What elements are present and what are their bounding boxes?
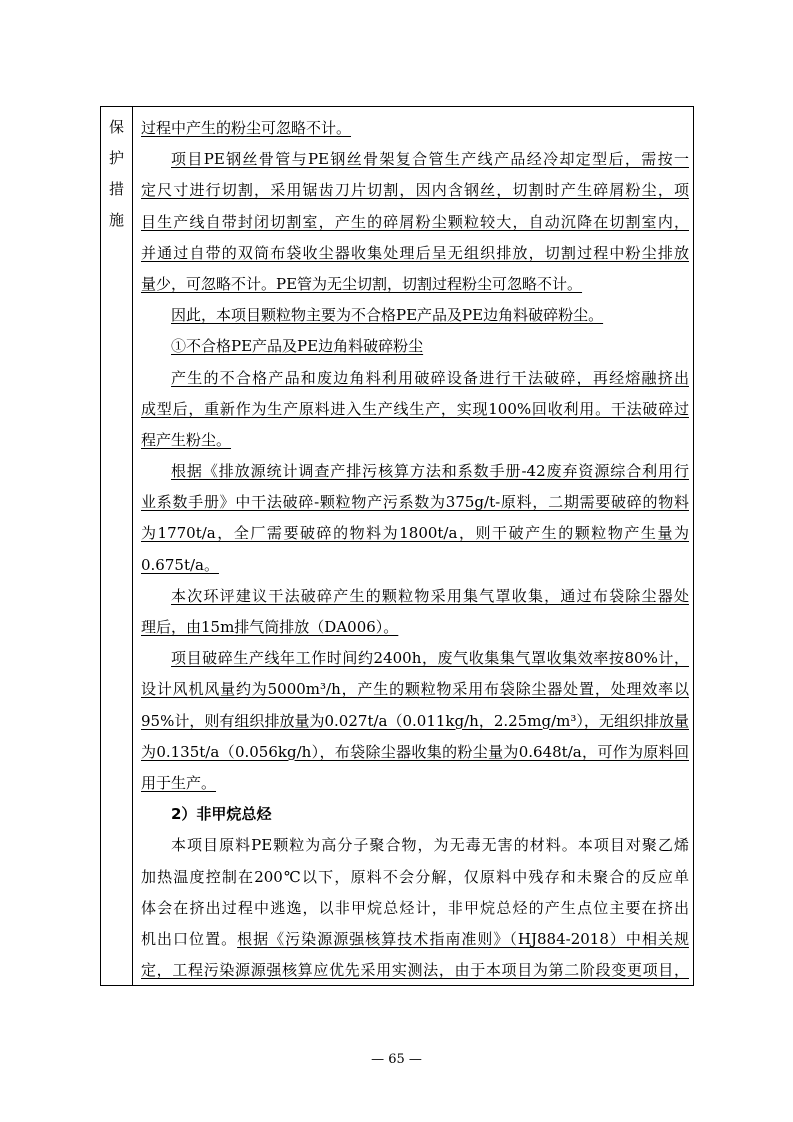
- text-line-content: 因此，本项目颗粒物主要为不合格PE产品及PE边角料破碎粉尘。: [171, 306, 604, 325]
- text-line-content: 成型后，重新作为生产原料进入生产线生产，实现100%回收利用。干法破碎过: [141, 399, 689, 418]
- text-line: [141, 269, 689, 300]
- text-line: [141, 768, 689, 799]
- side-label-column: [101, 107, 133, 985]
- text-line: [141, 331, 689, 362]
- text-line-content: 2）非甲烷总烃: [171, 805, 272, 824]
- text-line: [141, 862, 689, 893]
- text-line: [141, 144, 689, 175]
- text-line: [141, 363, 689, 394]
- side-label-char: 施: [108, 211, 124, 229]
- text-line-content: 本次环评建议干法破碎产生的颗粒物采用集气罩收集，通过布袋除尘器处: [171, 586, 689, 605]
- text-line-content: 本项目原料PE颗粒为高分子聚合物，为无毒无害的材料。本项目对聚乙烯: [171, 836, 689, 855]
- text-line-content: 理后，由15m排气筒排放（DA006）。: [141, 618, 399, 636]
- text-line-content: 为0.135t/a（0.056kg/h），布袋除尘器收集的粉尘量为0.648t/a，可作为原料回: [141, 742, 689, 761]
- text-line: [141, 706, 689, 737]
- text-line-content: 设计风机风量约为5000m³/h，产生的颗粒物采用布袋除尘器处置，处理效率以: [141, 680, 689, 699]
- text-line: [141, 238, 689, 269]
- body-text: [141, 113, 689, 986]
- text-line: [141, 830, 689, 861]
- text-line-content: 0.675t/a。: [141, 555, 219, 574]
- text-line-content: 95%计，则有组织排放量为0.027t/a（0.011kg/h，2.25mg/m³），无组织排放量: [141, 711, 689, 730]
- section-heading: [141, 799, 689, 830]
- text-line-content: 程产生粉尘。: [141, 430, 232, 449]
- text-line: [141, 893, 689, 924]
- text-line: 机出口位置。根据《污染源源强核算技术指南准则》（HJ884-2018）中相关规: [141, 929, 689, 948]
- text-line: [141, 612, 689, 643]
- text-line-content: 体会在挤出过程中逃逸，以非甲烷总烃计，非甲烷总烃的产生点位主要在挤出: [141, 898, 689, 917]
- text-line-content: 根据《排放源统计调查产排污核算方法和系数手册-42废弃资源综合利用行: [171, 462, 689, 481]
- text-line-content: 为1770t/a，全厂需要破碎的物料为1800t/a，则干破产生的颗粒物产生量为: [141, 524, 689, 543]
- text-line: [141, 300, 689, 331]
- text-line: [141, 518, 689, 549]
- side-label-char: 护: [108, 149, 124, 167]
- content-table: [100, 106, 694, 986]
- text-line: [141, 643, 689, 674]
- text-line: [141, 487, 689, 518]
- text-line: [141, 550, 689, 581]
- text-line: [141, 207, 689, 238]
- text-line-content: 加热温度控制在200℃以下，原料不会分解，仅原料中残存和未聚合的反应单: [141, 867, 689, 886]
- side-label-char: 措: [108, 180, 124, 198]
- text-line-content: 过程中产生的粉尘可忽略不计。: [141, 119, 352, 137]
- text-line: [141, 113, 689, 144]
- text-line: [141, 425, 689, 456]
- text-line-content: ①不合格PE产品及PE边角料破碎粉尘: [171, 337, 424, 356]
- text-line: [141, 456, 689, 487]
- text-line-content: 并通过自带的双筒布袋收尘器收集处理后呈无组织排放，切割过程中粉尘排放: [141, 243, 689, 262]
- text-line: [141, 175, 689, 206]
- text-line-content: 项目破碎生产线年工作时间约2400h，废气收集集气罩收集效率按80%计，: [171, 649, 689, 668]
- text-line-content: 定，工程污染源源强核算应优先采用实测法，由于本项目为第二阶段变更项目，: [141, 961, 689, 980]
- text-line: [141, 394, 689, 425]
- text-line-content: 量少，可忽略不计。PE管为无尘切割，切割过程粉尘可忽略不计。: [141, 274, 583, 293]
- side-label-char: 保: [108, 118, 124, 136]
- text-line: [141, 737, 689, 768]
- text-line: [141, 581, 689, 612]
- text-line-content: 业系数手册》中干法破碎-颗粒物产污系数为375g/t-原料，二期需要破碎的物料: [141, 493, 689, 512]
- text-line-content: 项目PE钢丝骨管与PE钢丝骨架复合管生产线产品经冷却定型后，需按一: [171, 150, 689, 169]
- text-line: [141, 955, 689, 986]
- text-line-content: 产生的不合格产品和废边角料利用破碎设备进行干法破碎，再经熔融挤出: [171, 368, 689, 387]
- page-number: — 65 —: [371, 1052, 422, 1067]
- text-line-content: 目生产线自带封闭切割室，产生的碎屑粉尘颗粒较大，自动沉降在切割室内，: [141, 212, 689, 231]
- text-line: [141, 674, 689, 705]
- text-line-content: 定尺寸进行切割，采用锯齿刀片切割，因内含钢丝，切割时产生碎屑粉尘，项: [141, 181, 689, 200]
- text-line-content: 用于生产。: [141, 773, 217, 792]
